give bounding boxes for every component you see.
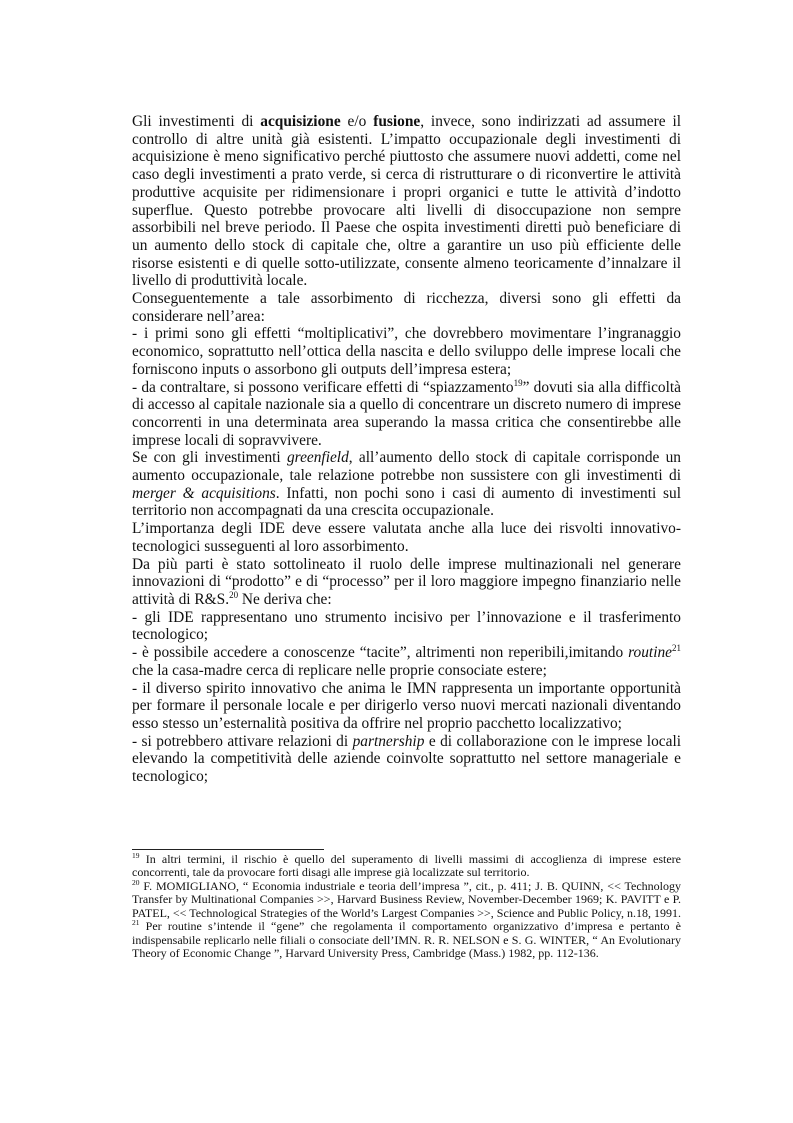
list-item-innovative-spirit: - il diverso spirito innovativo che anima le IMN rappresenta un importante opportunità per formare il personale locale e per dirigerlo verso nuovi mercati nazionali diventando esso stesso un’esternalità positiva da offrire nel proprio pacchetto localizzativo; — [132, 679, 681, 732]
footnote-19: $^{19}$ In altri termini, il rischio è quello del superamento di livelli massimi di accoglienza di imprese estere concorrenti, tale da provocare forti disagi alle imprese già localizzate sul territorio. — [132, 851, 681, 880]
footnotes — [132, 853, 681, 961]
paragraph-greenfield: Se con gli investimenti greenfield, all’aumento dello stock di capitale corrisponde un aumento occupazionale, tale relazione potrebbe non sussistere con gli investimenti di merger & acquisitions. Infatti, non pochi sono i casi di aumento di investimenti sul territorio non accompagnati da una crescita occupazionale. — [132, 449, 682, 520]
footnote-21: $^{21}$ Per routine s’intende il “gene” che regolamenta il comportamento organizzativo d’impresa e pertanto è indispensabile replicarlo nelle filiali o consociate dell’IMN. R. R. NELSON e S. G. WINTER, “ An Evolutionary Theory of Economic Change ”, Harvard University Press, Cambridge (Mass.) 1982, pp. 112-136. — [132, 918, 681, 961]
footnote-20: $^{20}$ F. MOMIGLIANO, “ Economia industriale e teoria dell’impresa ”, cit., p. 411; J. B. QUINN, << Technology Transfer by Multinational Companies >>, Harvard Business Review, November-December 1969; K. PAVITT e P. PATEL, << Technological Strategies of the World’s Largest Companies >>, Science and Public Policy, n.18, 1991. — [132, 877, 681, 920]
italic-term-routine: routine — [628, 644, 672, 662]
list-item-innovation: - gli IDE rappresentano uno strumento incisivo per l’innovazione e il trasferimento tecnologico; — [132, 608, 681, 644]
paragraph-ide-importance: L’importanza degli IDE deve essere valutata anche alla luce dei risvolti innovativo-tecnologici susseguenti al loro assorbimento. — [132, 520, 681, 555]
bold-term-acquisizione: acquisizione — [260, 113, 341, 130]
footnote-ref-21: 21 — [672, 643, 681, 654]
list-item-crowding-out: - da contraltare, si possono verificare effetti di “spiazzamento$^{19}$” dovuti sia alla difficoltà di accesso al capitale nazionale sia a quello di concentrare un discreto numero di imprese concorrenti in una determinata area superando la massa critica che consentirebbe alle imprese locali di sopravvivere. — [132, 377, 682, 449]
body-text — [132, 113, 681, 786]
footnote-divider — [132, 849, 324, 850]
italic-term-partnership: partnership — [352, 732, 425, 750]
paragraph-consequences: Conseguentemente a tale assorbimento di ricchezza, diversi sono gli effetti da considerare nell’area: — [132, 290, 681, 325]
italic-term-greenfield: greenfield — [286, 449, 349, 467]
bold-term-fusione: fusione — [373, 113, 421, 130]
footnote-ref-20: 20 — [229, 589, 239, 600]
paragraph-acquisition: Gli investimenti di acquisizione e/o fusione, invece, sono indirizzati ad assumere il controllo di altre unità già esistenti. L’impatto occupazionale degli investimenti di acquisizione è meno significativo perché piuttosto che assumere nuovi addetti, come nel caso degli investimenti a prato verde, si cerca di ristrutturare o di riconvertire le attività produttive acquisite per ridimensionare i propri organici e tutte le attività d’indotto superflue. Questo potrebbe provocare alti livelli di disoccupazione non sempre assorbibili nel breve periodo. Il Paese che ospita investimenti diretti può beneficiare di un aumento dello stock di capitale che, oltre a garantire un uso più efficiente delle risorse esistenti e di quelle sotto-utilizzate, consente almeno teoricamente d’innalzare il livello di produttività locale. — [132, 113, 681, 290]
list-item-multiplier-effects: - i primi sono gli effetti “moltiplicativi”, che dovrebbero movimentare l’ingranaggio economico, soprattutto nell’ottica della nascita e dello sviluppo delle imprese locali che forniscono inputs o assorbono gli outputs dell’impresa estera; — [132, 325, 681, 378]
italic-term-merger: merger & acquisitions — [132, 484, 276, 502]
list-item-tacit-knowledge: - è possibile accedere a conoscenze “tacite”, altrimenti non reperibili,imitando routine$^{21}$ che la casa-madre cerca di replicare nelle proprie consociate estere; — [132, 643, 681, 679]
list-item-partnership: - si potrebbero attivare relazioni di partnership e di collaborazione con le imprese locali elevando la competitività delle aziende coinvolte soprattutto nel settore manageriale e tecnologico; — [132, 732, 681, 786]
footnote-ref-19: 19 — [513, 377, 523, 388]
paragraph-multinationals: Da più parti è stato sottolineato il ruolo delle imprese multinazionali nel generare innovazioni di “prodotto” e di “processo” per il loro maggiore impegno finanziario nelle attività di R&S.$^{20}$ Ne deriva che: — [132, 555, 681, 608]
